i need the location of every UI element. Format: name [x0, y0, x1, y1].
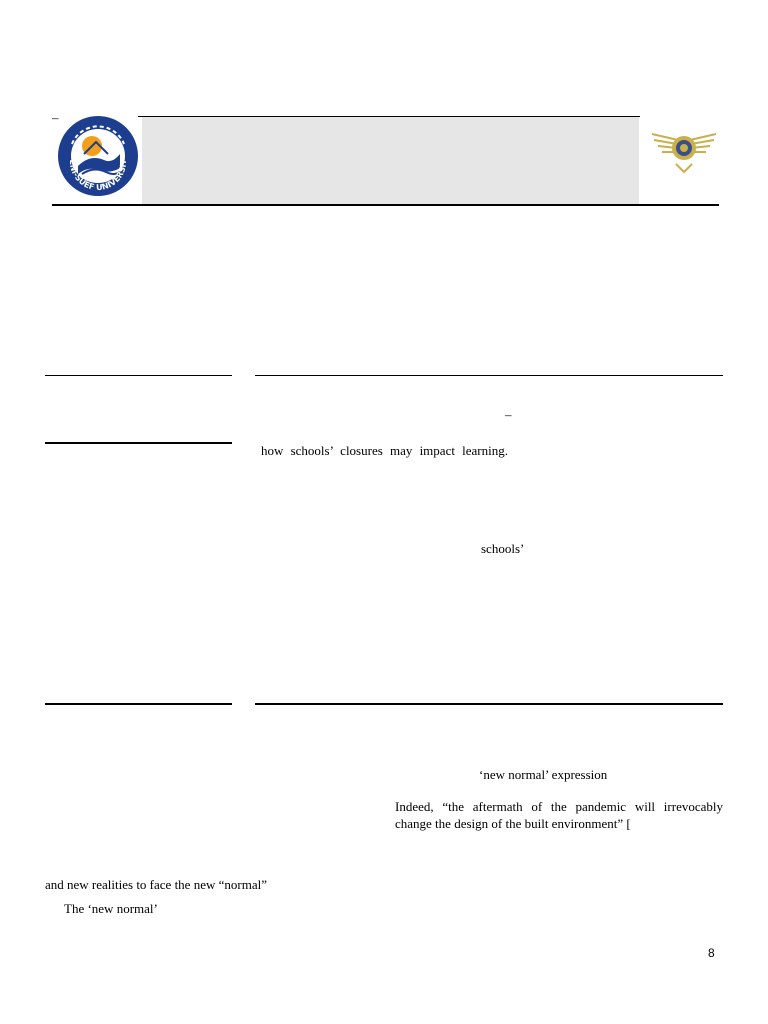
- abstract-line-schools-closures: how schools’ closures may impact learning.: [261, 443, 508, 458]
- abstract-rule-bottom: [255, 703, 723, 705]
- journal-header-band: [142, 117, 639, 205]
- beni-suef-university-seal-icon: [56, 114, 140, 198]
- intro-new-normal-expression: ‘new normal’ expression: [479, 767, 608, 782]
- sidebar-rule-middle: [45, 442, 232, 444]
- intro-quote-line-1: Indeed, “the aftermath of the pandemic will irrevocably: [395, 799, 723, 814]
- header-bottom-rule: [52, 204, 719, 206]
- abstract-rule-top: [255, 375, 723, 376]
- sidebar-rule-top: [45, 375, 232, 376]
- page-number: 8: [708, 946, 715, 960]
- abstract-dash: –: [505, 407, 512, 422]
- intro-the-new-normal: The ‘new normal’: [64, 901, 158, 916]
- svg-text:BENI-SUEF UNIVERSITY: ENI-SUEF UNIVERSIT: [67, 159, 129, 193]
- sidebar-rule-bottom: [45, 703, 232, 705]
- intro-new-realities-line: and new realities to face the new “normal”: [45, 877, 267, 892]
- winged-emblem-icon: [648, 126, 720, 176]
- intro-quote-line-2: change the design of the built environment” [: [395, 816, 631, 831]
- header-dash: –: [52, 110, 59, 125]
- abstract-word-schools: schools’: [481, 541, 525, 556]
